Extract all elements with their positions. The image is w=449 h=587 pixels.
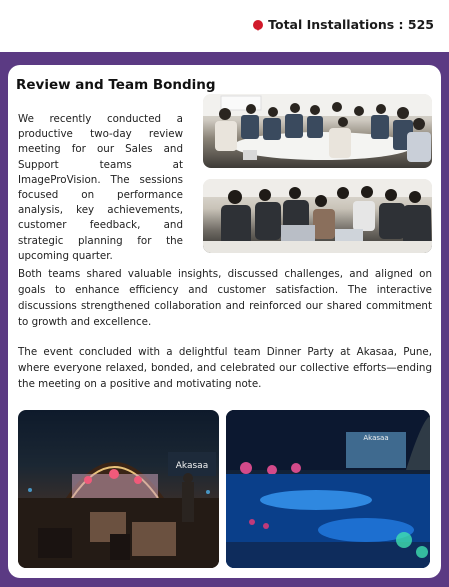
venue-sign-2: Akasaa (363, 434, 389, 442)
meeting-photo-1 (203, 94, 432, 168)
total-installations-label: Total Installations : 525 (268, 17, 434, 32)
paragraph-insights: Both teams shared valuable insights, discussed challenges, and aligned on goals to enhance efficiency and customer satisfaction. The interactive discussions strengthened collaboration and reinforced our shared commitment to growth and excellence. (18, 268, 432, 328)
article-title: Review and Team Bonding (16, 77, 216, 93)
venue-sign-1: Akasaa (175, 461, 209, 471)
total-installations (253, 17, 434, 32)
dinner-venue-photo-2 (226, 410, 430, 568)
paragraph-dinner: The event concluded with a delightful team Dinner Party at Akasaa, Pune, where everyone relaxed, bonded, and celebrated our collective efforts—ending the meeting on a positive and motivating note. (18, 346, 432, 390)
meeting-photo-2 (203, 179, 432, 253)
article-card (8, 65, 441, 578)
top-bar (0, 0, 449, 52)
intro-paragraph: We recently conducted a productive two-day review meeting for our Sales and Support teams at ImageProVision. The sessions focused on performance analysis, key achievements, customer feedback, and strategic planning for the upcoming quarter. (18, 113, 183, 262)
dinner-venue-photo-1 (18, 410, 219, 568)
map-pin-icon (253, 20, 263, 30)
